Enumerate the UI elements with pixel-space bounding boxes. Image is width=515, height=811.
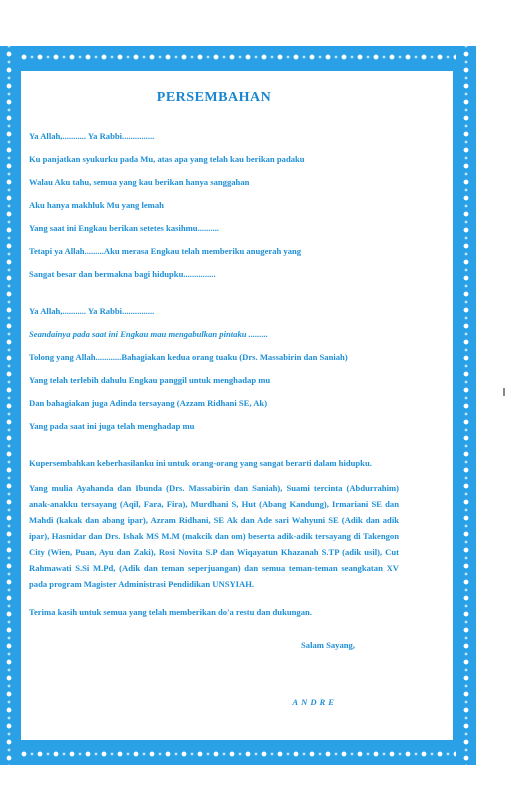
stanza-line: Aku hanya makhluk Mu yang lemah — [29, 200, 164, 210]
stanza-line: Ya Allah,........... Ya Rabbi............... — [29, 306, 155, 316]
stanza-line: Walau Aku tahu, semua yang kau berikan hanya sanggahan — [29, 177, 250, 187]
ornament-band-right — [456, 46, 476, 765]
dedication-statement: Kupersembahkan keberhasilanku ini untuk orang-orang yang sangat berarti dalam hidupku. — [29, 458, 372, 468]
page-edge-mark — [503, 388, 505, 396]
stanza-line: Tolong yang Allah............Bahagiakan kedua orang tuaku (Drs. Massabirin dan Saniah) — [29, 352, 348, 362]
stanza-line: Yang telah terlebih dahulu Engkau panggil untuk menghadap mu — [29, 375, 271, 385]
thanks-line: Terima kasih untuk semua yang telah memberikan do'a restu dan dukungan. — [29, 607, 312, 617]
ornament-band-bottom — [0, 743, 476, 765]
stanza-line: Ku panjatkan syukurku pada Mu, atas apa yang telah kau berikan padaku — [29, 154, 305, 164]
decorative-border-frame — [0, 46, 476, 765]
stanza-line: Dan bahagiakan juga Adinda tersayang (Azzam Ridhani SE, Ak) — [29, 398, 268, 408]
signature: ANDRE — [292, 697, 337, 707]
stanza-line: Yang saat ini Engkau berikan setetes kasihmu.......... — [29, 223, 220, 233]
page-title: PERSEMBAHAN — [156, 90, 272, 105]
ornament-band-left — [0, 46, 18, 765]
stanza-line: Tetapi ya Allah.........Aku merasa Engkau telah memberiku anugerah yang — [29, 246, 302, 256]
dedication-content — [29, 80, 399, 709]
stanza-2 — [29, 305, 399, 433]
stanza-line: Sangat besar dan bermakna bagi hidupku............... — [29, 269, 216, 279]
names-paragraph: Yang mulia Ayahanda dan Ibunda (Drs. Massabirin dan Saniah), Suami tercinta (Abdurrahim) anak-anakku tersayang (Aqil, Fara, Fira), Murdhani S, Hut (Abang Kandung), Irmariani SE dan Mahdi (kakak dan abang ipar), Azram Ridhani, SE Ak dan Ade sari Wahyuni SE (Adik dan adik ipar), Hasnidar dan Drs. Ishak MS M.M (makcik dan om) beserta adik-adik tersayang di Takengon City (Wien, Puan, Ayu dan Zaki), Rosi Novita S.P dan Wiqayatun Khazanah S.TP (adik usil), Cut Rahmawati S.Si M.Pd, (Adik dan teman seperjuangan) dan semua teman-teman seangkatan XV pada program Magister Administrasi Pendidikan UNSYIAH. — [29, 483, 399, 589]
stanza-1 — [29, 130, 399, 281]
stanza-line: Yang pada saat ini juga telah menghadap mu — [29, 421, 195, 431]
stanza-line: Seandainya pada saat ini Engkau mau mengabulkan pintaku ......... — [29, 329, 269, 339]
ornament-band-top — [0, 46, 476, 68]
closing-greeting: Salam Sayang, — [301, 640, 355, 650]
stanza-line: Ya Allah,........... Ya Rabbi............... — [29, 131, 155, 141]
